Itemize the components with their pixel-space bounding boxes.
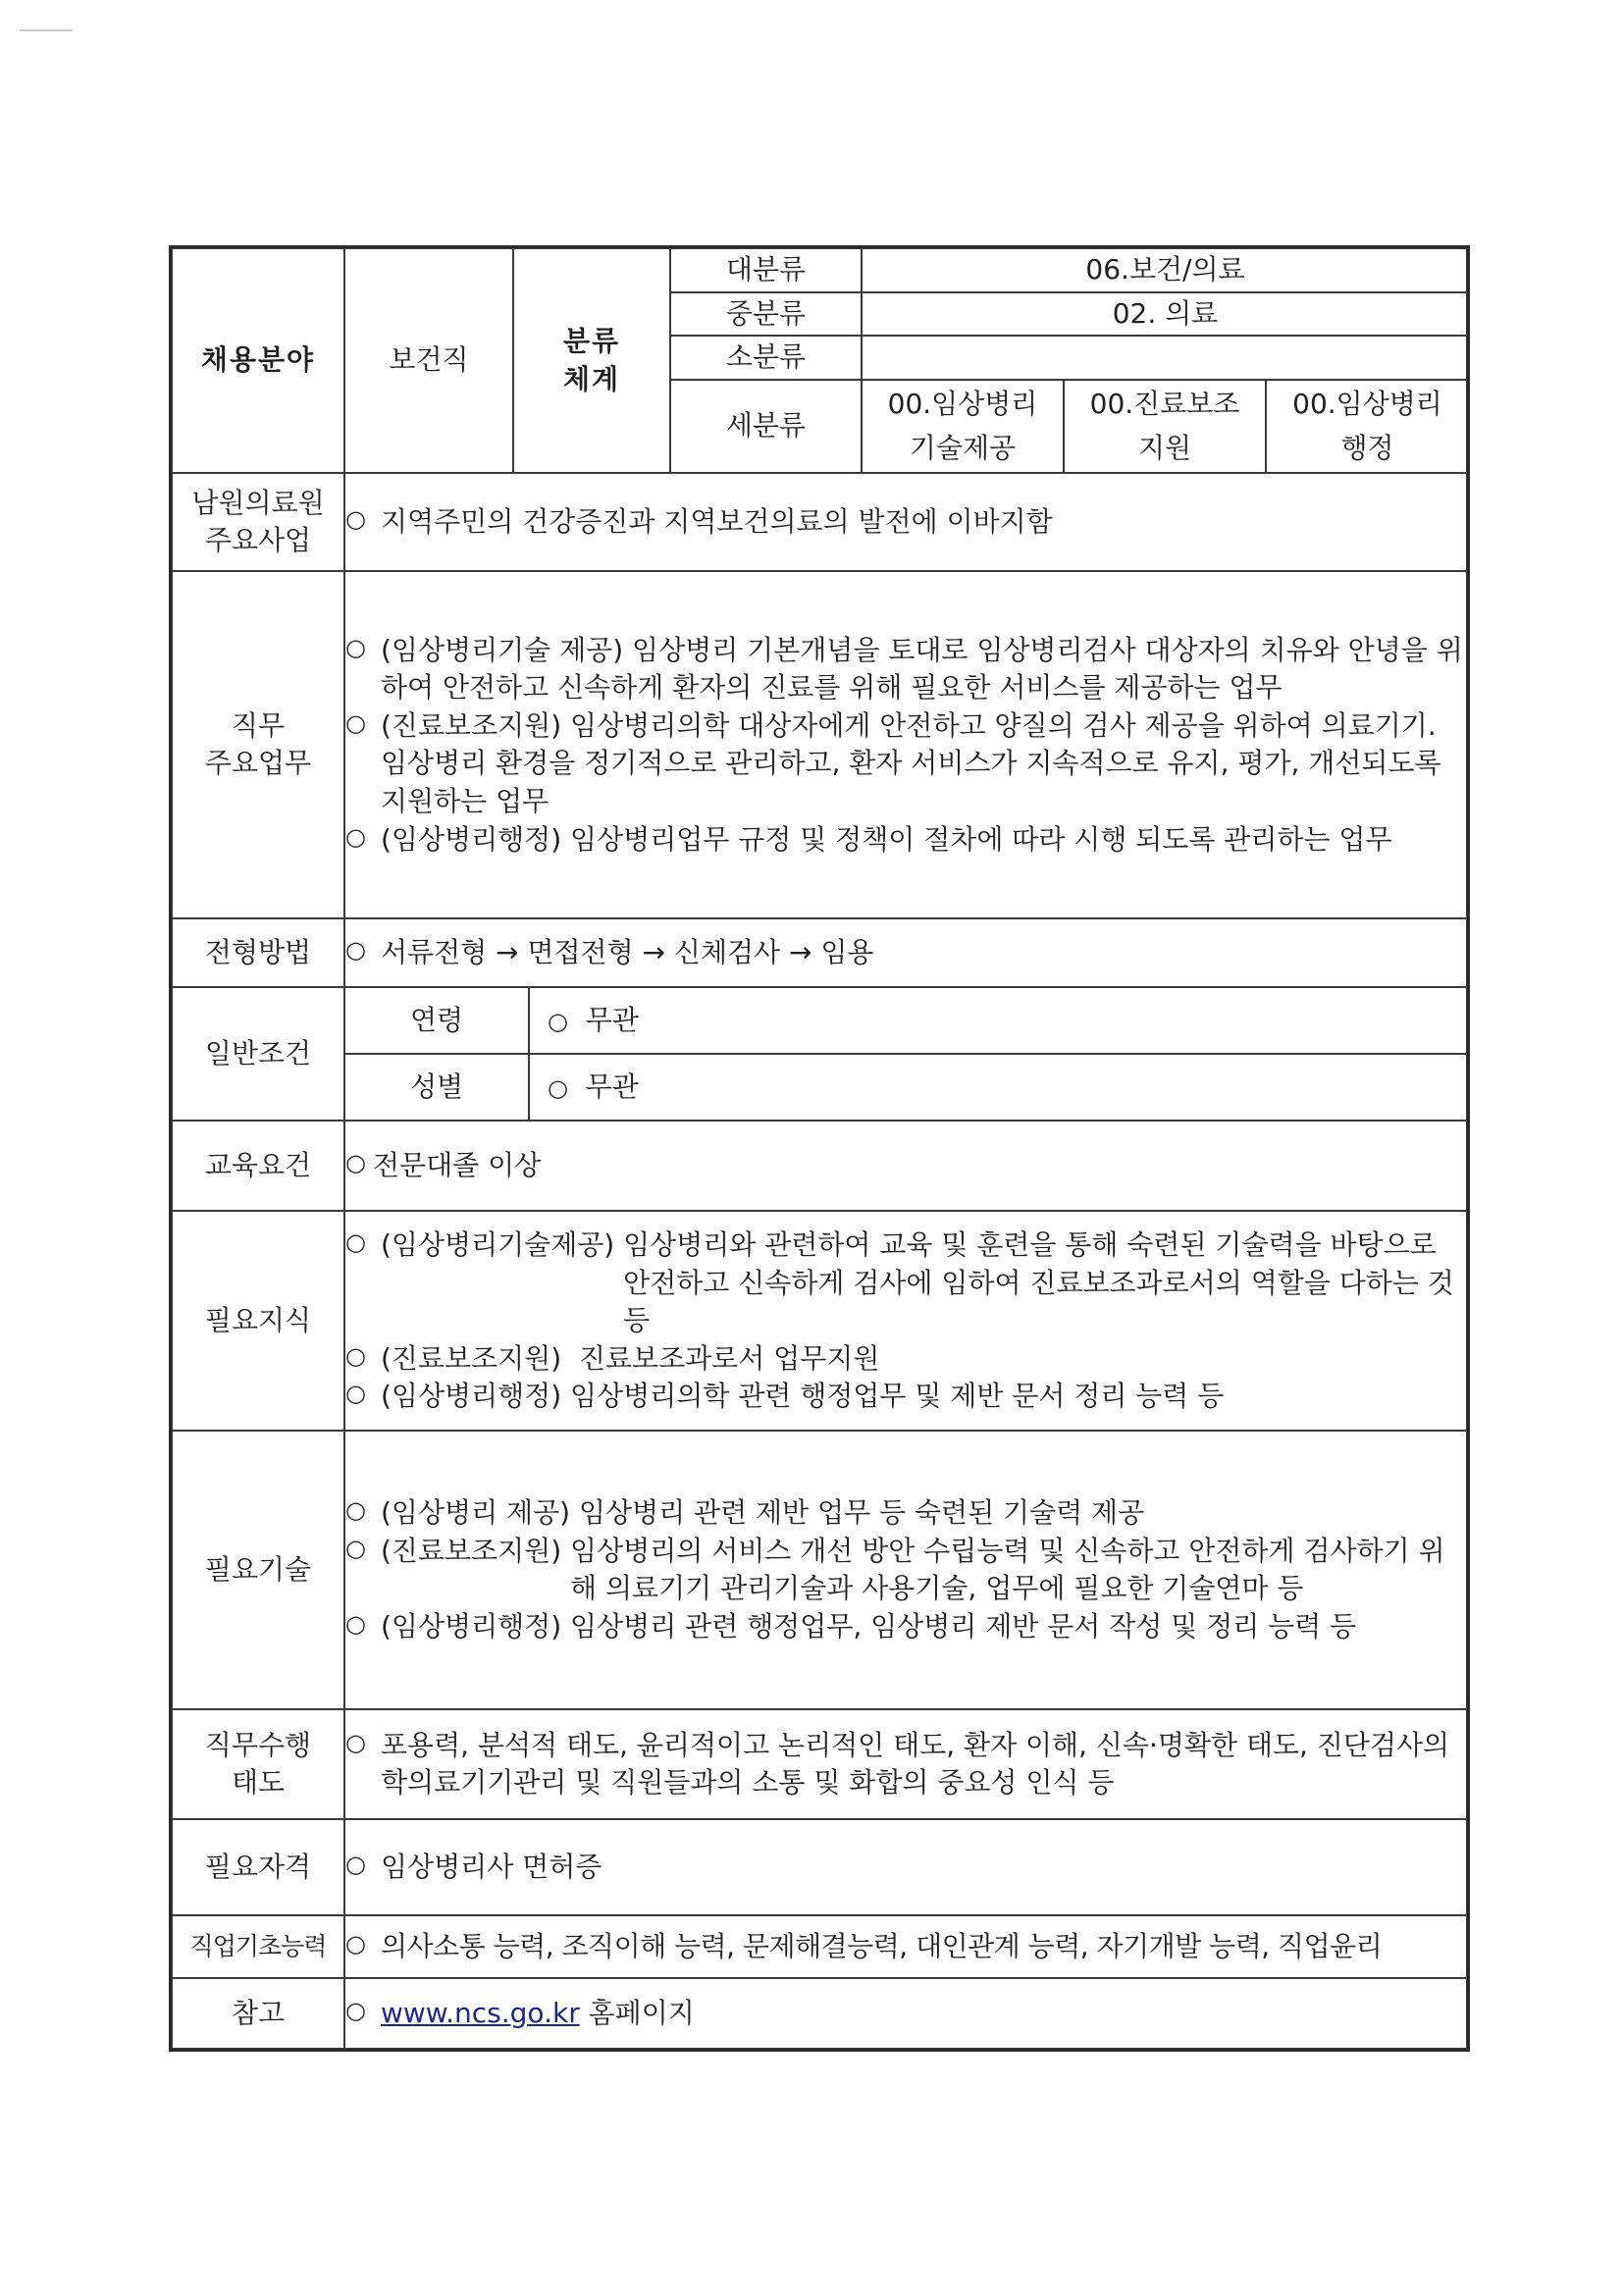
skills-text: 임상병리 관련 행정업무, 임상병리 제반 문서 작성 및 정리 능력 등 [570, 1610, 1357, 1644]
bullet-circle-icon: ○ [345, 1728, 366, 1756]
list-item [345, 1727, 1466, 1802]
row-selection [172, 918, 1467, 987]
list-item [345, 1608, 1466, 1646]
knowledge-text: 진료보조과로서 업무지원 [578, 1341, 880, 1375]
attitude-text: 포용력, 분석적 태도, 윤리적이고 논리적인 태도, 환자 이해, 신속·명확한 태도, 진단검사의학의료기기관리 및 직원들과의 소통 및 화합의 중요성 인식 등 [381, 1728, 1450, 1800]
major-category-label: 대분류 [671, 249, 862, 292]
bullet-circle-icon: ○ [345, 1610, 366, 1639]
minor-category-label: 소분류 [671, 336, 862, 380]
main-business-label: 남원의료원 주요사업 [172, 473, 344, 571]
duty-prefix: (임상병리기술 제공) [381, 633, 633, 666]
reference-content [344, 1978, 1467, 2049]
row-attitude [172, 1709, 1467, 1819]
skills-prefix: (임상병리행정) [381, 1610, 571, 1644]
ncs-website-link[interactable]: www.ncs.go.kr [381, 1997, 580, 2030]
detail-category-1: 00.임상병리 기술제공 [862, 380, 1064, 473]
skills-prefix: (진료보조지원) [381, 1534, 571, 1567]
duties-label: 직무 주요업무 [172, 571, 344, 918]
duty-text: 임상병리업무 규정 및 정책이 절차에 따라 시행 되도록 관리하는 업무 [570, 822, 1392, 856]
list-item [345, 1494, 1466, 1533]
bullet-circle-icon: ○ [345, 1997, 366, 2025]
qualification-text: 임상병리사 면허증 [381, 1851, 602, 1884]
list-item [345, 1928, 1466, 1966]
middle-category-value: 02. 의료 [862, 292, 1468, 337]
education-content [344, 1121, 1467, 1211]
field-label: 채용분야 [172, 248, 344, 473]
list-item [345, 1226, 1466, 1340]
major-category-value: 06.보건/의료 [862, 249, 1468, 292]
reference-suffix: 홈페이지 [579, 1997, 695, 2030]
duty-prefix: (진료보조지원) [381, 708, 571, 742]
skills-text: 임상병리의 서비스 개선 방안 수립능력 및 신속하고 안전하게 검사하기 위해 의료기기 관리기술과 사용기술, 업무에 필요한 기술연마 등 [570, 1534, 1445, 1605]
header-row [172, 248, 1467, 473]
education-label: 교육요건 [172, 1121, 344, 1211]
bullet-circle-icon: ○ [345, 1149, 366, 1177]
gender-label: 성별 [345, 1054, 529, 1120]
list-item [345, 934, 1466, 972]
classification-cell [670, 248, 1467, 473]
bullet-circle-icon: ○ [345, 1851, 366, 1879]
attitude-content [344, 1709, 1467, 1819]
row-basic-competency [172, 1915, 1467, 1978]
main-business-text: 지역주민의 건강증진과 지역보건의료의 발전에 이바지함 [381, 505, 1053, 539]
knowledge-prefix: (진료보조지원) [381, 1341, 579, 1375]
list-item [345, 1147, 1466, 1185]
detail-category-label: 세분류 [671, 380, 862, 473]
bullet-circle-icon: ○ [345, 1930, 366, 1958]
age-value: 무관 [585, 1004, 639, 1037]
row-skills [172, 1431, 1467, 1709]
list-item [345, 1378, 1466, 1416]
list-item [345, 632, 1466, 707]
duty-text: 임상병리 기본개념을 토대로 임상병리검사 대상자의 치유와 안녕을 위하여 안전하고 신속하게 환자의 진료를 위해 필요한 서비스를 제공하는 업무 [381, 633, 1463, 704]
knowledge-text: 임상병리의학 관련 행정업무 및 제반 문서 정리 능력 등 [570, 1380, 1225, 1413]
list-item [345, 503, 1466, 542]
selection-text: 서류전형 → 면접전형 → 신체검사 → 임용 [381, 936, 874, 969]
skills-label: 필요기술 [172, 1431, 344, 1709]
selection-label: 전형방법 [172, 918, 344, 987]
row-qualification [172, 1819, 1467, 1915]
classification-table [671, 249, 1468, 472]
reference-label: 참고 [172, 1978, 344, 2049]
list-item [345, 1533, 1466, 1608]
list-item [345, 821, 1466, 860]
bullet-circle-icon: ○ [345, 1380, 366, 1408]
knowledge-prefix: (임상병리기술제공) [381, 1227, 624, 1261]
list-item [345, 707, 1466, 821]
bullet-circle-icon: ○ [345, 633, 366, 661]
general-conditions-table [345, 988, 1466, 1120]
row-reference [172, 1978, 1467, 2049]
general-content [344, 987, 1467, 1121]
bullet-circle-icon: ○ [345, 1496, 366, 1525]
duty-prefix: (임상병리행정) [381, 822, 571, 856]
bullet-circle-icon: ○ [345, 1341, 366, 1370]
qualification-content [344, 1819, 1467, 1915]
duties-content [344, 571, 1467, 918]
row-duties [172, 571, 1467, 918]
bullet-circle-icon: ○ [345, 1227, 366, 1256]
bullet-circle-icon: ○ [345, 1534, 366, 1562]
basic-competency-label: 직업기초능력 [172, 1915, 344, 1978]
field-value: 보건직 [344, 248, 513, 473]
row-general-conditions [172, 987, 1467, 1121]
detail-category-2: 00.진료보조 지원 [1064, 380, 1266, 473]
duty-text: 임상병리의학 대상자에게 안전하고 양질의 검사 제공을 위하여 의료기기. 임상병리 환경을 정기적으로 관리하고, 환자 서비스가 지속적으로 유지, 평가, 개선되도록 지원하는 업무 [381, 708, 1441, 818]
list-item [345, 1340, 1466, 1379]
bullet-circle-icon: ○ [345, 505, 366, 534]
scan-edge-mark [20, 29, 73, 61]
row-knowledge [172, 1211, 1467, 1431]
age-label: 연령 [345, 988, 529, 1054]
row-main-business [172, 473, 1467, 571]
row-education [172, 1121, 1467, 1211]
main-business-content [344, 473, 1467, 571]
bullet-circle-icon: ○ [548, 1074, 568, 1103]
knowledge-text: 임상병리와 관련하여 교육 및 훈련을 통해 숙련된 기술력을 바탕으로 안전하고 신속하게 검사에 임하여 진료보조과로서의 역할을 다하는 것 등 [623, 1227, 1454, 1337]
attitude-label: 직무수행 태도 [172, 1709, 344, 1819]
classification-label: 분류 체계 [513, 248, 670, 473]
knowledge-content [344, 1211, 1467, 1431]
detail-category-3: 00.임상병리 행정 [1266, 380, 1468, 473]
general-label: 일반조건 [172, 987, 344, 1121]
job-posting-table [171, 247, 1468, 2050]
middle-category-label: 중분류 [671, 292, 862, 337]
skills-content [344, 1431, 1467, 1709]
gender-value: 무관 [585, 1070, 639, 1104]
minor-category-value [862, 336, 1468, 380]
knowledge-label: 필요지식 [172, 1211, 344, 1431]
bullet-circle-icon: ○ [345, 822, 366, 851]
selection-content [344, 918, 1467, 987]
list-item [345, 1849, 1466, 1887]
skills-prefix: (임상병리 제공) [381, 1496, 579, 1530]
list-item [345, 1995, 1466, 2033]
bullet-circle-icon: ○ [548, 1008, 568, 1036]
basic-competency-text: 의사소통 능력, 조직이해 능력, 문제해결능력, 대인관계 능력, 자기개발 능력, 직업윤리 [381, 1930, 1383, 1963]
bullet-circle-icon: ○ [345, 708, 366, 737]
skills-text: 임상병리 관련 제반 업무 등 숙련된 기술력 제공 [578, 1496, 1145, 1530]
education-text: 전문대졸 이상 [373, 1149, 542, 1182]
basic-competency-content [344, 1915, 1467, 1978]
qualification-label: 필요자격 [172, 1819, 344, 1915]
bullet-circle-icon: ○ [345, 936, 366, 965]
knowledge-prefix: (임상병리행정) [381, 1380, 571, 1413]
